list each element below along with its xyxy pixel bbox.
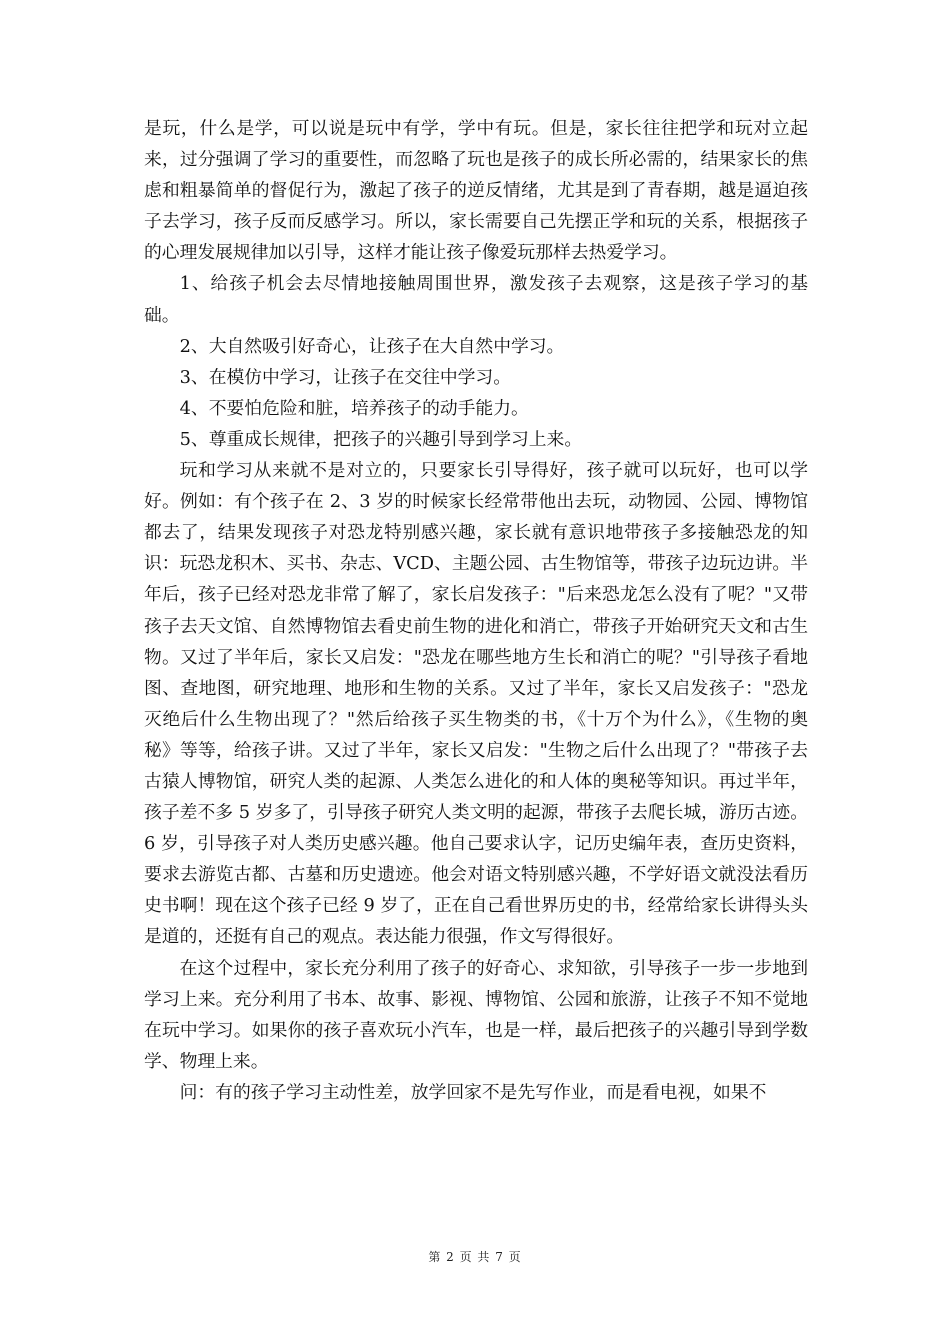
page-number-footer: 第 2 页 共 7 页 [428, 1250, 522, 1264]
list-item-2: 2、大自然吸引好奇心，让孩子在大自然中学习。 [179, 335, 565, 357]
paragraph-continuation: 是玩，什么是学，可以说是玩中有学，学中有玩。但是，家长往往把学和玩对立起来，过分强调了学习的重要性，而忽略了玩也是孩子的成长所必需的，结果家长的焦虑和粗暴简单的督促行为，激起了孩子的逆反情绪，尤其是到了青春期，越是逼迫孩子去学习，孩子反而反感学习。所以，家长需要自己先摆正学和玩的关系，根据孩子的心理发展规律加以引导，这样才能让孩子像爱玩那样去热爱学习。 [144, 118, 808, 264]
list-item-4: 4、不要怕危险和脏，培养孩子的动手能力。 [179, 397, 529, 419]
list-item-1: 1、给孩子机会去尽情地接触周围世界，激发孩子去观察，这是孩子学习的基础。 [144, 273, 808, 326]
paragraph-summary: 在这个过程中，家长充分利用了孩子的好奇心、求知欲，引导孩子一步一步地到学习上来。充分利用了书本、故事、影视、博物馆、公园和旅游，让孩子不知不觉地在玩中学习。如果你的孩子喜欢玩小汽车，也是一样，最后把孩子的兴趣引导到学数学、物理上来。 [144, 957, 808, 1072]
document-body [144, 113, 808, 1108]
list-item-5: 5、尊重成长规律，把孩子的兴趣引导到学习上来。 [179, 428, 583, 450]
paragraph-question: 问：有的孩子学习主动性差，放学回家不是先写作业，而是看电视，如果不 [179, 1081, 767, 1103]
list-item-3: 3、在模仿中学习，让孩子在交往中学习。 [179, 366, 511, 388]
paragraph-example: 玩和学习从来就不是对立的，只要家长引导得好，孩子就可以玩好，也可以学好。例如：有个孩子在 2、3 岁的时候家长经常带他出去玩，动物园、公园、博物馆都去了，结果发现孩子对恐龙特别感兴趣，家长就有意识地带孩子多接触恐龙的知识：玩恐龙积木、买书、杂志、VCD、主题公园、古生物馆等，带孩子边玩边讲。半年后，孩子已经对恐龙非常了解了，家长启发孩子："后来恐龙怎么没有了呢？"又带孩子去天文馆、自然博物馆去看史前生物的进化和消亡，带孩子开始研究天文和古生物。又过了半年后，家长又启发："恐龙在哪些地方生长和消亡的呢？"引导孩子看地图、查地图，研究地理、地形和生物的关系。又过了半年，家长又启发孩子："恐龙灭绝后什么生物出现了？"然后给孩子买生物类的书，《十万个为什么》，《生物的奥秘》等等，给孩子讲。又过了半年，家长又启发："生物之后什么出现了？"带孩子去古猿人博物馆，研究人类的起源、人类怎么进化的和人体的奥秘等知识。再过半年，孩子差不多 5 岁多了，引导孩子研究人类文明的起源，带孩子去爬长城，游历古迹。6 岁，引导孩子对人类历史感兴趣。他自己要求认字，记历史编年表，查历史资料，要求去游览古都、古墓和历史遗迹。他会对语文特别感兴趣，不学好语文就没法看历史书啊！现在这个孩子已经 9 岁了，正在自己看世界历史的书，经常给家长讲得头头是道的，还挺有自己的观点。表达能力很强，作文写得很好。 [144, 460, 808, 948]
